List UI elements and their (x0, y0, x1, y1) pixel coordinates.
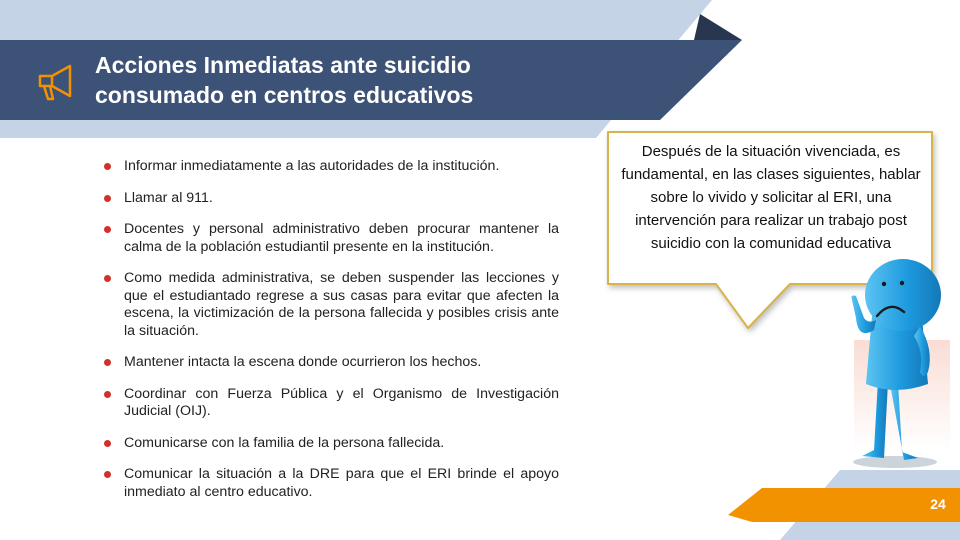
list-item-text: Comunicarse con la familia de la persona fallecida. (124, 434, 445, 451)
figure-eye-left (882, 282, 886, 286)
slide-title: Acciones Inmediatas ante suicidio consumado en centros educativos (95, 52, 474, 108)
page-number: 24 (930, 496, 946, 512)
list-item-text: Informar inmediatamente a las autoridades de la institución. (124, 158, 500, 174)
list-item-text: Como medida administrativa, se deben suspender las lecciones y que el estudiantado regrese a sus casas para evitar que afecten la escena, la victimización de la persona fallecida y posibles crisis ante la situación. (124, 270, 559, 339)
list-item-text: Mantener intacta la escena donde ocurrieron los hechos. (124, 354, 482, 370)
list-item-text: Comunicar la situación a la DRE para que el ERI brinde el apoyo inmediato al centro educativo. (124, 466, 559, 500)
list-item-text: Llamar al 911. (124, 189, 213, 206)
figure-shadow (853, 456, 937, 468)
figure-eye-right (900, 281, 904, 285)
list-item-text: Docentes y personal administrativo deben procurar mantener la calma de la población estudiantil presente en la institución. (124, 221, 559, 255)
figure-head (865, 259, 941, 331)
callout-text: Después de la situación vivenciada, es fundamental, en las clases siguientes, hablar sobre lo vivido y solicitar al ERI, una intervención para realizar un trabajo post suicidio con la comunidad educativa (621, 143, 921, 252)
list-item-text: Coordinar con Fuerza Pública y el Organismo de Investigación Judicial (OIJ). (124, 385, 559, 419)
